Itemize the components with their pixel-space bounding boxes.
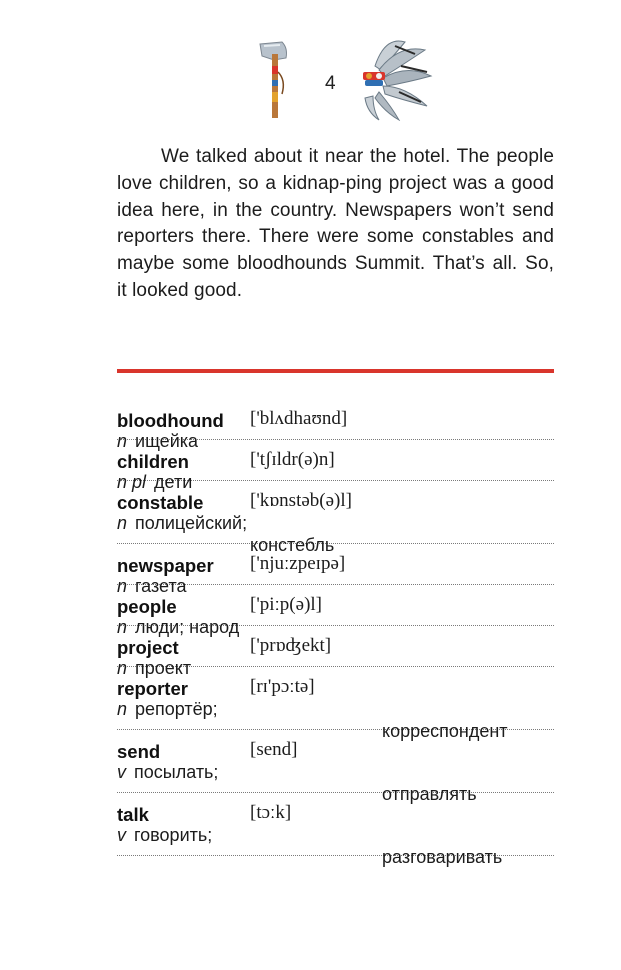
vocab-row — [117, 481, 554, 555]
vocab-pos: n — [117, 617, 128, 637]
vocab-definition-continued: констебль — [250, 535, 335, 555]
feather-headdress-icon — [355, 36, 435, 121]
vocab-meaning: проект — [135, 658, 192, 678]
vocab-meaning: ищейка — [135, 431, 199, 451]
vocab-meaning: полицейский; — [135, 513, 248, 533]
vocab-row — [117, 667, 554, 741]
vocab-word: bloodhound — [117, 410, 224, 431]
vocab-transcription: [tɔːk] — [250, 802, 292, 823]
vocab-word: project — [117, 637, 179, 658]
vocab-word: reporter — [117, 678, 188, 699]
vocab-row — [117, 793, 554, 867]
vocab-pos: v — [117, 825, 126, 845]
vocab-word: newspaper — [117, 555, 214, 576]
vocabulary-table — [117, 399, 554, 867]
vocab-transcription: ['kɒnstəb(ə)l] — [250, 490, 352, 511]
vocab-pos: n — [117, 431, 128, 451]
vocab-definition — [117, 824, 307, 846]
vocab-pos: n — [117, 699, 128, 719]
vocab-meaning: посылать; — [134, 762, 219, 782]
vocab-pos: v — [117, 762, 126, 782]
vocab-transcription: ['tʃɪldr(ə)n] — [250, 449, 335, 470]
vocab-row — [117, 544, 554, 596]
vocab-pos: n — [117, 658, 128, 678]
vocab-row — [117, 730, 554, 804]
vocab-word: talk — [117, 804, 149, 825]
vocab-meaning: люди; народ — [135, 617, 240, 637]
vocab-meaning: говорить; — [134, 825, 213, 845]
vocab-row — [117, 399, 554, 451]
vocab-definition-continued: разговаривать — [382, 847, 503, 867]
page-header — [0, 30, 621, 125]
vocab-transcription: ['blʌdhaʊnd] — [250, 408, 348, 429]
vocab-transcription: [rɪ'pɔːtə] — [250, 676, 315, 697]
vocab-definition — [117, 761, 307, 783]
vocab-meaning: газета — [135, 576, 187, 596]
vocab-definition-continued: отправлять — [382, 784, 477, 804]
vocab-word: children — [117, 451, 189, 472]
vocab-transcription: ['prɒʤekt] — [250, 635, 332, 656]
story-paragraph — [117, 144, 554, 305]
vocab-word: constable — [117, 492, 204, 513]
vocab-word: people — [117, 596, 177, 617]
vocab-meaning: репортёр; — [135, 699, 218, 719]
vocab-row — [117, 626, 554, 678]
section-divider — [117, 369, 554, 373]
page-number: 4 — [325, 73, 336, 94]
vocab-pos: n pl — [117, 472, 147, 492]
vocab-transcription: ['piːp(ə)l] — [250, 594, 323, 615]
paragraph-text: We talked about it near the hotel. The people love children, so a kidnap-ping project was a good idea here, in the country. Newspapers won’t send reporters there. There were some constables and maybe some bloodhounds Summit. That’s all. So, it looked good. — [117, 146, 554, 301]
vocab-definition — [117, 698, 307, 720]
vocab-word: send — [117, 741, 161, 762]
vocab-definition-continued: корреспондент — [382, 721, 508, 741]
vocab-transcription: [send] — [250, 739, 298, 760]
vocab-definition — [117, 512, 307, 534]
vocab-row — [117, 585, 554, 637]
vocab-pos: n — [117, 513, 128, 533]
vocab-pos: n — [117, 576, 128, 596]
vocab-meaning: дети — [154, 472, 193, 492]
tomahawk-icon — [252, 36, 302, 121]
vocab-transcription: ['njuːzpeɪpə] — [250, 553, 346, 574]
vocab-row — [117, 440, 554, 492]
